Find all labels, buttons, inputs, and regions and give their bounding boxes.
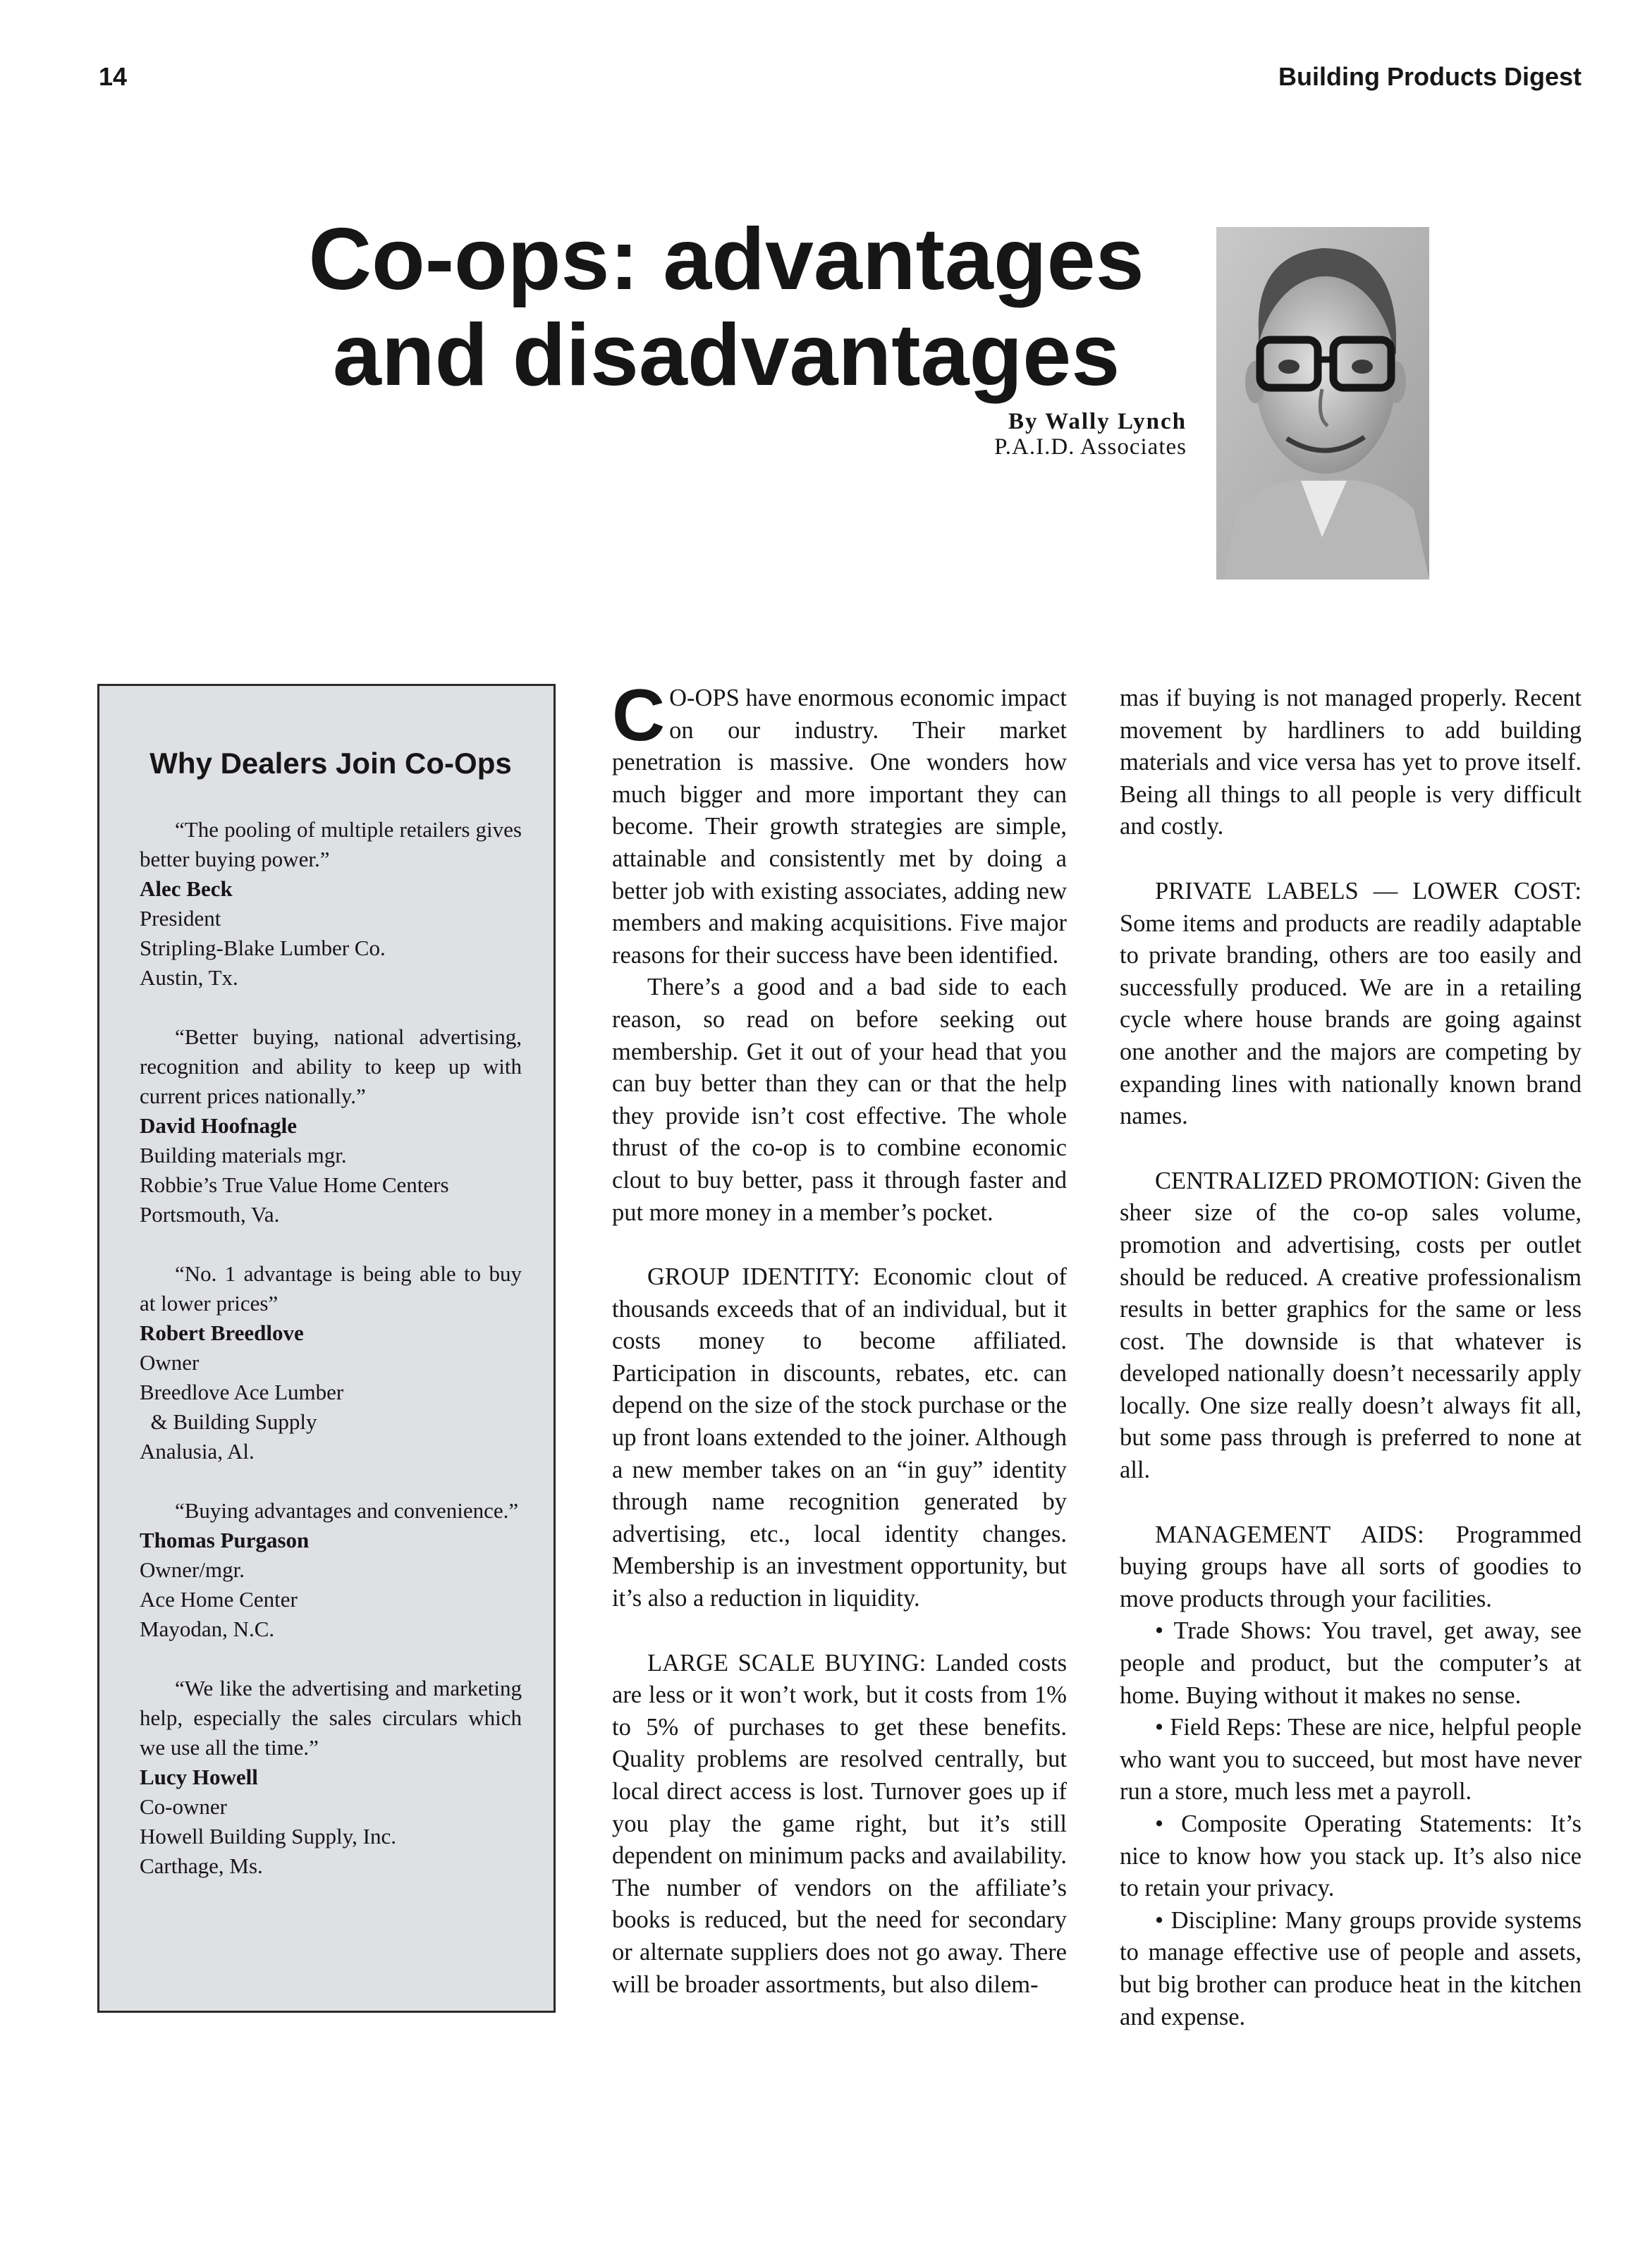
headline-line-2: and disadvantages bbox=[332, 307, 1120, 404]
testimonial-title: Owner bbox=[140, 1350, 200, 1375]
testimonial bbox=[140, 1259, 522, 1466]
testimonial-name: Lucy Howell bbox=[140, 1765, 258, 1789]
testimonial-location: Carthage, Ms. bbox=[140, 1853, 263, 1878]
testimonial bbox=[140, 1496, 522, 1644]
testimonial-quote: “Buying advantages and convenience.” bbox=[175, 1498, 519, 1523]
testimonial-location: Mayodan, N.C. bbox=[140, 1617, 275, 1641]
article-headline bbox=[240, 212, 1213, 403]
testimonial-company: Breedlove Ace Lumber bbox=[140, 1380, 344, 1404]
article-column-2 bbox=[1120, 682, 1582, 2033]
testimonial-name: David Hoofnagle bbox=[140, 1113, 298, 1138]
paragraph-large-scale-buying: LARGE SCALE BUYING: Landed costs are less or it won’t work, but it costs from 1% to 5% of purchases to get these benefits. Quality problems are resolved centrally, but local direct access is lost. Turnover goes up if you play the game right, but it’s still dependent on minimum packs and availability. The number of vendors on the affiliate’s books is reduced, but the need for secondary or alternate suppliers does not go away. There will be broader assortments, but also dilem- bbox=[612, 1649, 1067, 1998]
paragraph-private-labels: PRIVATE LABELS — LOWER COST: Some items and products are readily adaptable to private branding, others are too easily and successfully produced. We are in a retailing cycle where house brands are going against one another and the majors are competing by expanding lines with nationally known brand names. bbox=[1120, 877, 1582, 1130]
testimonial-company: Stripling-Blake Lumber Co. bbox=[140, 936, 386, 960]
testimonial-company: Ace Home Center bbox=[140, 1587, 298, 1612]
intro-text: O-OPS have enormous economic impact on our industry. Their market penetration is massive. One wonders how much bigger and more important they can become. Their growth strategies are simple, attainable and consistently met by doing a better job with existing associates, adding new members and making acquisitions. Five major reasons for their success have been identified. bbox=[612, 685, 1067, 969]
paragraph-management-aids: MANAGEMENT AIDS: Programmed buying groups have all sorts of goodies to move products through your facilities. bbox=[1120, 1521, 1582, 1612]
testimonial-title: Building materials mgr. bbox=[140, 1143, 347, 1167]
testimonial-quote: “Better buying, national advertising, recognition and ability to keep up with current prices nationally.” bbox=[140, 1024, 522, 1108]
testimonial-location: Portsmouth, Va. bbox=[140, 1202, 280, 1227]
bullet-composite-statements: • Composite Operating Statements: It’s nice to know how you stack up. It’s also nice to retain your privacy. bbox=[1120, 1810, 1582, 1902]
testimonial-name: Robert Breedlove bbox=[140, 1320, 304, 1345]
byline bbox=[994, 409, 1187, 460]
sidebar-box bbox=[97, 684, 556, 2013]
testimonial bbox=[140, 1022, 522, 1230]
testimonial-title: President bbox=[140, 906, 221, 931]
paragraph-group-identity: GROUP IDENTITY: Economic clout of thousands exceeds that of an individual, but it costs money to become affiliated. Participation in discounts, rebates, etc. can depend on the size of the stock purchase or the up front loans extended to the joiner. Although a new member takes on an “in guy” identity through name recognition generated by advertising, etc., local identity changes. Membership is an investment opportunity, but it’s also a reduction in liquidity. bbox=[612, 1263, 1067, 1612]
testimonial bbox=[140, 815, 522, 993]
byline-organization: P.A.I.D. Associates bbox=[994, 434, 1187, 460]
bullet-field-reps: • Field Reps: These are nice, helpful people who want you to succeed, but most have never run a store, much less met a payroll. bbox=[1120, 1714, 1582, 1806]
testimonial-company: Robbie’s True Value Home Centers bbox=[140, 1172, 449, 1197]
bullet-discipline: • Discipline: Many groups provide systems to manage effective use of people and assets, but big brother can produce heat in the kitchen and expense. bbox=[1120, 1906, 1582, 2030]
author-portrait bbox=[1216, 227, 1429, 580]
paragraph-intro bbox=[612, 675, 1067, 971]
bullet-trade-shows: • Trade Shows: You travel, get away, see people and product, but the computer’s at home. Buying without it makes no sense. bbox=[1120, 1617, 1582, 1709]
headline-line-1: Co-ops: advantages bbox=[308, 211, 1144, 308]
testimonial bbox=[140, 1674, 522, 1881]
testimonial-title: Co-owner bbox=[140, 1794, 227, 1819]
paragraph-centralized-promotion: CENTRALIZED PROMOTION: Given the sheer size of the co-op sales volume, promotion and advertising, costs per outlet should be reduced. A creative professionalism results in better graphics for the same or less cost. The downside is that whatever is developed nationally doesn’t necessarily apply locally. One size really doesn’t always fit all, but some pass through is preferred to none at all. bbox=[1120, 1167, 1582, 1484]
testimonial-quote: “The pooling of multiple retailers gives better buying power.” bbox=[140, 817, 522, 871]
testimonial-title: Owner/mgr. bbox=[140, 1557, 245, 1582]
testimonial-name: Alec Beck bbox=[140, 876, 233, 901]
portrait-illustration bbox=[1216, 227, 1429, 580]
paragraph-continued: mas if buying is not managed properly. Recent movement by hardliners to add building materials and vice versa has yet to prove itself. Being all things to all people is very difficult and costly. bbox=[1120, 685, 1582, 840]
testimonial-company-cont: & Building Supply bbox=[140, 1409, 317, 1434]
testimonial-company: Howell Building Supply, Inc. bbox=[140, 1824, 396, 1849]
publication-name: Building Products Digest bbox=[1278, 62, 1582, 91]
testimonial-location: Austin, Tx. bbox=[140, 965, 238, 990]
sidebar-title: Why Dealers Join Co-Ops bbox=[149, 747, 512, 780]
testimonial-name: Thomas Purgason bbox=[140, 1528, 310, 1552]
testimonial-quote: “We like the advertising and marketing help, especially the sales circulars which we use all the time.” bbox=[140, 1676, 522, 1760]
paragraph: There’s a good and a bad side to each reason, so read on before seeking out membership. Get it out of your head that you can buy better than they can or that the help they provide isn’t cost effective. The whole thrust of the co-op is to combine economic clout to buy better, pass it through faster and put more money in a member’s pocket. bbox=[612, 974, 1067, 1226]
drop-cap: C bbox=[612, 675, 666, 756]
article-column-1 bbox=[612, 675, 1067, 2001]
byline-author: By Wally Lynch bbox=[1008, 409, 1187, 434]
page-number: 14 bbox=[99, 62, 128, 91]
testimonial-quote: “No. 1 advantage is being able to buy at lower prices” bbox=[140, 1261, 522, 1316]
testimonial-location: Analusia, Al. bbox=[140, 1439, 255, 1464]
